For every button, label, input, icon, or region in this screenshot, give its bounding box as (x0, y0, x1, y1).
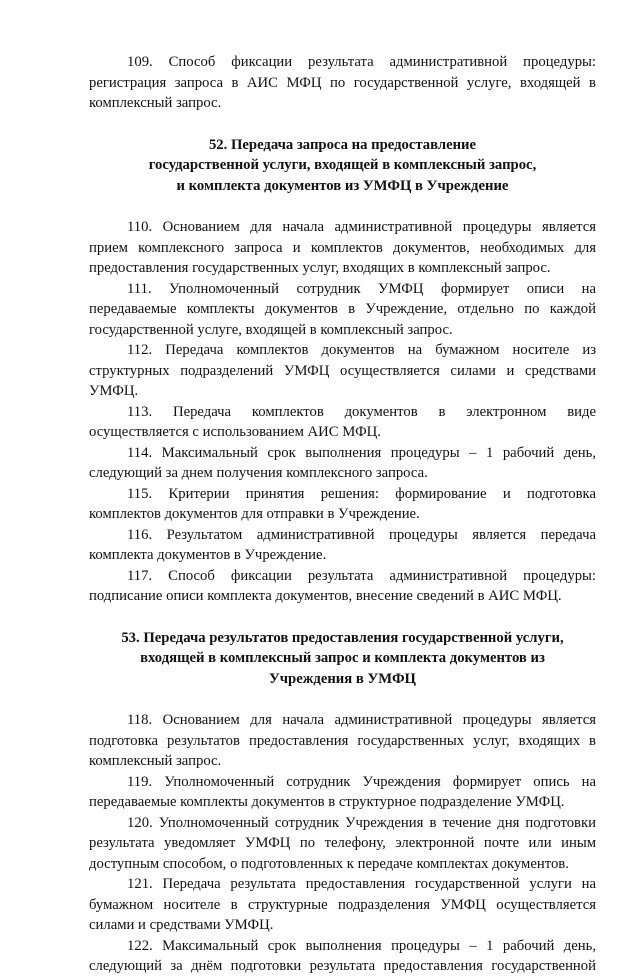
paragraph-line: осуществляется с использованием АИС МФЦ. (89, 424, 381, 440)
paragraph-line: комплексный запрос. (89, 753, 222, 769)
paragraph-line: доступным способом, о подготовленных к передаче комплектах документов. (89, 855, 569, 872)
paragraph-line: 109. Способ фиксации результата административной процедуры: (127, 54, 596, 70)
heading-line: Учреждения в УМФЦ (269, 670, 416, 687)
paragraph-118 (89, 710, 596, 772)
paragraph-line: 116. Результатом административной процедуры является передача (127, 526, 596, 543)
paragraph-line: 119. Уполномоченный сотрудник Учреждения формирует опись на (127, 773, 596, 790)
paragraph-line: 120. Уполномоченный сотрудник Учреждения в течение дня подготовки (127, 814, 596, 831)
paragraph-line: 115. Критерии принятия решения: формирование и подготовка (127, 485, 596, 502)
paragraph-line: 114. Максимальный срок выполнения процедуры – 1 рабочий день, (127, 444, 596, 461)
paragraph-109 (89, 52, 596, 114)
paragraph-122 (89, 936, 596, 977)
paragraph-line: следующий за днем получения комплексного запроса. (89, 465, 428, 481)
paragraph-line: предоставления государственных услуг, входящих в комплексный запрос. (89, 260, 551, 276)
section-heading-53 (89, 628, 596, 690)
heading-line: государственной услуги, входящей в комплексный запрос, (148, 157, 537, 173)
paragraph-line: следующий за днём подготовки результата предоставления государственной (89, 958, 596, 974)
paragraph-line: 113. Передача комплектов документов в электронном виде (127, 403, 596, 420)
paragraph-112 (89, 340, 596, 402)
heading-line: 53. Передача результатов предоставления государственной услуги, (121, 629, 564, 646)
paragraph-line: подписание описи комплекта документов, внесение сведений в АИС МФЦ. (89, 588, 562, 604)
paragraph-114 (89, 443, 596, 484)
heading-line: и комплекта документов из УМФЦ в Учреждение (176, 177, 509, 194)
document-page (89, 52, 596, 977)
paragraph-line: силами и средствами УМФЦ. (89, 917, 274, 933)
section-heading-52 (89, 135, 596, 197)
paragraph-line: комплекта документов в Учреждение. (89, 547, 327, 563)
paragraph-120 (89, 813, 596, 875)
paragraph-line: 121. Передача результата предоставления государственной услуги на (127, 876, 596, 892)
paragraph-line: передаваемые комплекты документов в структурное подразделение УМФЦ. (89, 794, 565, 810)
paragraph-line: регистрация запроса в АИС МФЦ по государственной услуге, входящей в (89, 74, 596, 91)
paragraph-116 (89, 525, 596, 566)
paragraph-line: государственной услуге, входящей в комплексный запрос. (89, 321, 453, 338)
paragraph-line: 110. Основанием для начала административной процедуры является (127, 219, 596, 235)
paragraph-117 (89, 566, 596, 607)
paragraph-line: 111. Уполномоченный сотрудник УМФЦ формирует описи на (127, 280, 596, 297)
paragraph-line: комплектов документов для отправки в Учреждение. (89, 506, 420, 522)
paragraph-line: 122. Максимальный срок выполнения процедуры – 1 рабочий день, (127, 937, 596, 954)
paragraph-110 (89, 217, 596, 279)
paragraph-line: 118. Основанием для начала административной процедуры является (127, 712, 596, 728)
paragraph-111 (89, 279, 596, 341)
paragraph-line: подготовка результатов предоставления государственных услуг, входящих в (89, 732, 596, 749)
paragraph-line: 117. Способ фиксации результата административной процедуры: (127, 567, 596, 584)
paragraph-line: передаваемые комплекты документов в Учреждение, отдельно по каждой (89, 301, 596, 317)
paragraph-line: бумажном носителе в структурные подразделения УМФЦ осуществляется (89, 896, 596, 913)
paragraph-line: прием комплексного запроса и комплектов документов, необходимых для (89, 239, 596, 256)
heading-line: входящей в комплексный запрос и комплекта документов из (140, 650, 545, 666)
paragraph-115 (89, 484, 596, 525)
paragraph-line: 112. Передача комплектов документов на бумажном носителе из (127, 342, 596, 358)
paragraph-line: комплексный запрос. (89, 95, 222, 111)
heading-line: 52. Передача запроса на предоставление (208, 136, 477, 153)
paragraph-line: УМФЦ. (89, 383, 139, 399)
paragraph-line: результата уведомляет УМФЦ по телефону, электронной почте или иным (89, 835, 596, 851)
paragraph-113 (89, 402, 596, 443)
paragraph-line: структурных подразделений УМФЦ осуществляется силами и средствами (89, 362, 596, 379)
paragraph-119 (89, 772, 596, 813)
